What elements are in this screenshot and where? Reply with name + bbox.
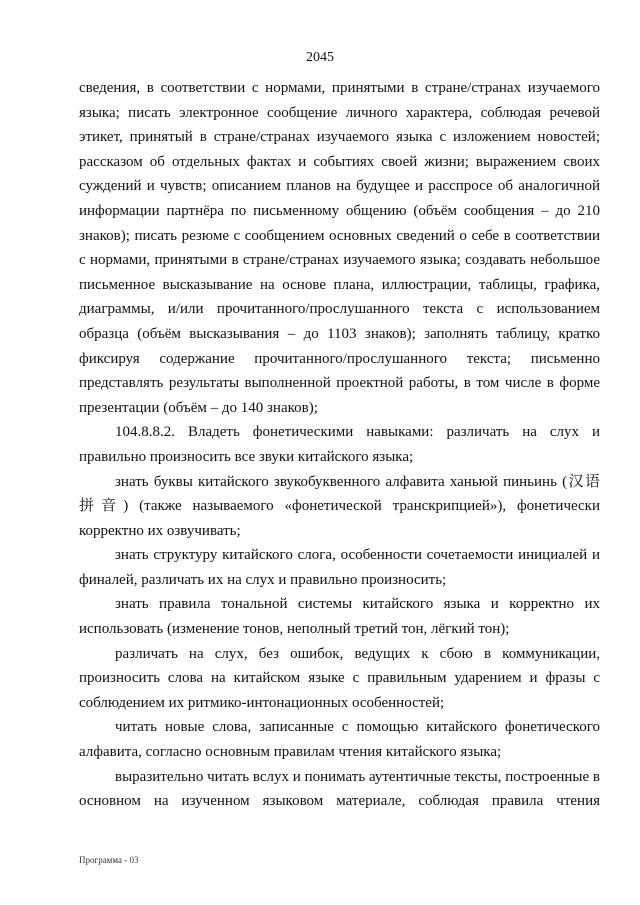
paragraph: различать на слух, без ошибок, ведущих к сбою в коммуникации, произносить слова на китайском языке с правильным ударением и фразы с соблюдением их ритмико-интонационных особенностей;: [79, 645, 600, 711]
paragraph: сведения, в соответствии с нормами, принятыми в стране/странах изучаемого языка; писать электронное сообщение личного характера, соблюдая речевой этикет, принятый в стране/странах изучаемого языка с изложением новостей; рассказом об отдельных фактах и событиях своей жизни; выражением своих суждений и чувств; описанием планов на будущее и расспросе об аналогичной информации партнёра по письменному общению (объём сообщения – до 210 знаков); писать резюме с сообщением основных сведений о себе в соответствии с нормами, принятыми в стране/странах изучаемого языка; создавать небольшое письменное высказывание на основе плана, иллюстрации, таблицы, графика, диаграммы, и/или прочитанного/прослушанного текста с использованием образца (объём высказывания – до 1103 знаков); заполнять таблицу, кратко фиксируя содержание прочитанного/прослушанного текста; письменно представлять результаты выполненной проектной работы, в том числе в форме презентации (объём – до 140 знаков);: [79, 80, 600, 416]
page-number: 2045: [306, 50, 334, 65]
paragraph: 104.8.8.2. Владеть фонетическими навыками: различать на слух и правильно произносить все звуки китайского языка;: [79, 424, 600, 465]
paragraph: читать новые слова, записанные с помощью китайского фонетического алфавита, согласно основным правилам чтения китайского языка;: [79, 719, 600, 761]
paragraph: знать правила тональной системы китайского языка и корректно их использовать (изменение тонов, неполный третий тон, лёгкий тон);: [79, 596, 600, 638]
footer-label: Программа - 03: [79, 855, 139, 865]
paragraph: знать буквы китайского звукобуквенного алфавита ханьюй пиньинь (汉语拼音) (также называемого «фонетической транскрипцией»), фонетически корректно их озвучивать;: [79, 473, 600, 539]
body-text: [79, 76, 600, 814]
paragraph: знать структуру китайского слога, особенности сочетаемости инициалей и финалей, различать их на слух и правильно произносить;: [79, 547, 600, 588]
paragraph: выразительно читать вслух и понимать аутентичные тексты, построенные в основном на изученном языковом материале, соблюдая правила чтения: [79, 768, 600, 810]
